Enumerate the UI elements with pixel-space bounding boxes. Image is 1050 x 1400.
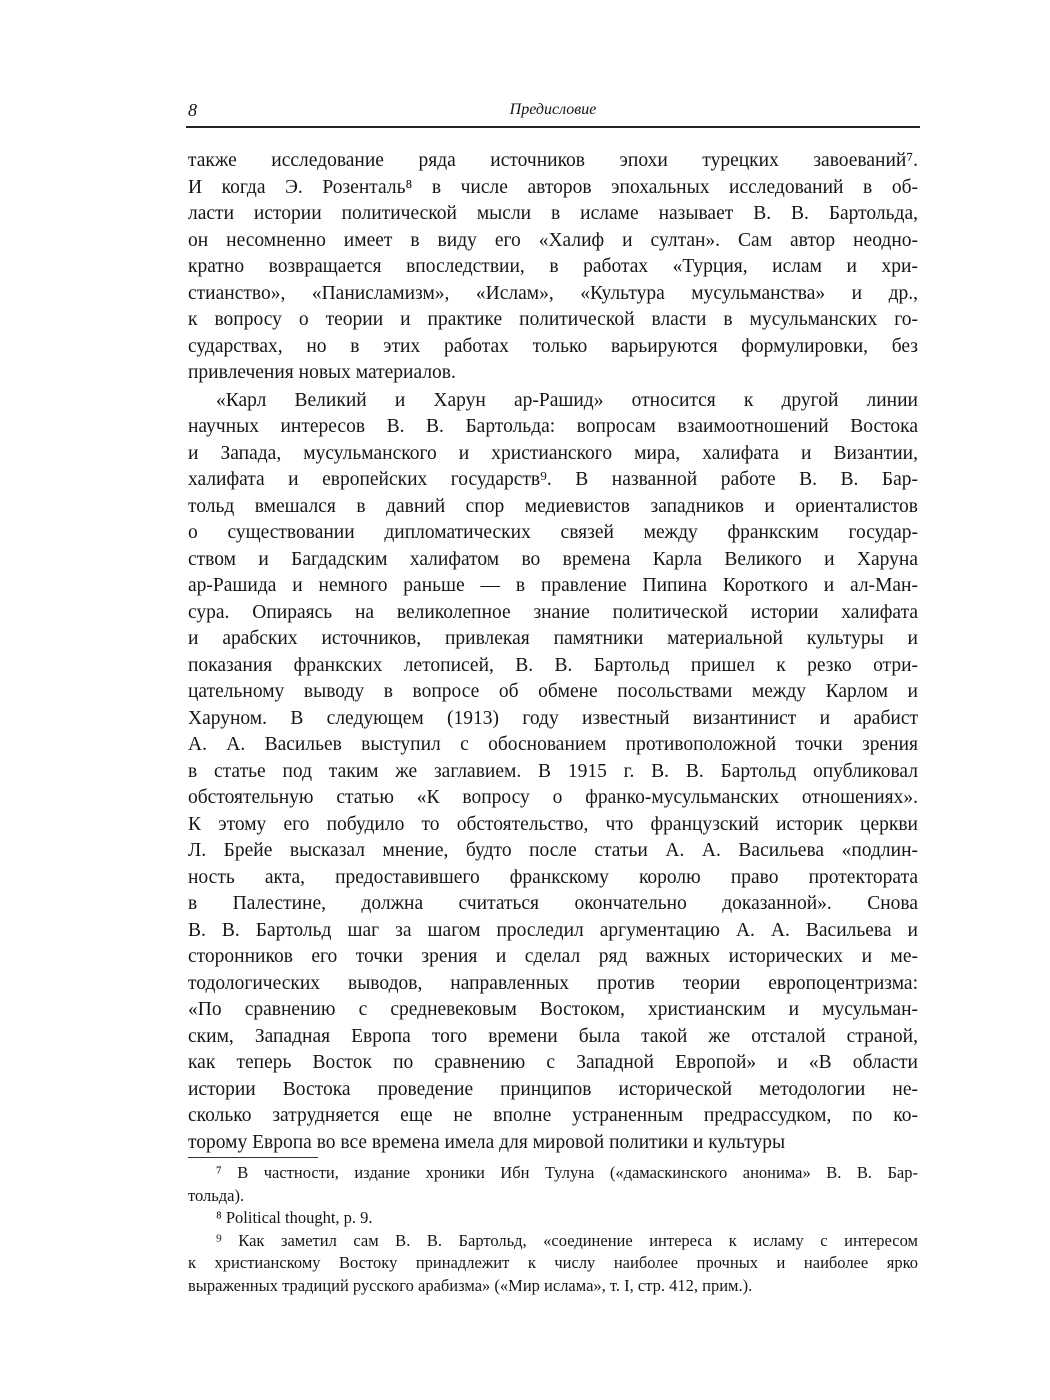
running-header bbox=[186, 100, 920, 128]
text-line: кратно возвращается впоследствии, в работах «Турция, ислам и хри- bbox=[188, 256, 918, 277]
paragraph bbox=[188, 388, 918, 1157]
text-line: сколько затрудняется еще не вполне устраненным предрассудком, по ко- bbox=[188, 1105, 918, 1126]
text-line: цательному выводу в вопросе об обмене посольствами между Карлом и bbox=[188, 681, 918, 702]
text-line: сударствах, но в этих работах только варьируются формулировки, без bbox=[188, 335, 918, 357]
text-line: стианство», «Панисламизм», «Ислам», «Культура мусульманства» и др., bbox=[188, 282, 918, 304]
footnote-line: ⁹ Как заметил сам В. В. Бартольд, «соединение интереса к исламу с интересом bbox=[216, 1230, 918, 1250]
text-line: «Карл Великий и Харун ар-Рашид» относится к другой линии bbox=[216, 389, 918, 411]
text-line: тольд вмешался в давний спор медиевистов западников и ориенталистов bbox=[188, 495, 918, 517]
text-line: в Палестине, должна считаться окончательно доказанной». Снова bbox=[188, 893, 918, 914]
text-line: И когда Э. Розенталь⁸ в числе авторов эпохальных исследований в об- bbox=[188, 176, 918, 198]
footnote-separator bbox=[188, 1157, 318, 1158]
text-line: А. А. Васильев выступил с обоснованием противоположной точки зрения bbox=[188, 734, 918, 755]
text-line: как теперь Восток по сравнению с Западной Европой» и «В области bbox=[188, 1052, 918, 1073]
text-line: Харуном. В следующем (1913) году известный византинист и арабист bbox=[188, 707, 918, 729]
text-line: тодологических выводов, направленных против теории европоцентризма: bbox=[188, 972, 918, 994]
footnote-line: тольда). bbox=[188, 1185, 245, 1205]
text-line: ность акта, предоставившего франкскому королю право протектората bbox=[188, 866, 918, 888]
footnote-line: к христианскому Востоку принадлежит к числу наиболее прочных и наиболее ярко bbox=[188, 1253, 918, 1272]
text-line: привлечения новых материалов. bbox=[188, 362, 456, 383]
text-line: ар-Рашида и немного раньше — в правление Пипина Короткого и ал-Ман- bbox=[188, 575, 918, 596]
text-line: показания франкских летописей, В. В. Бартольд пришел к резко отри- bbox=[188, 654, 918, 676]
text-line: торому Европа во все времена имела для мировой политики и культуры bbox=[188, 1131, 786, 1153]
text-line: обстоятельную статью «К вопросу о франко-мусульманских отношениях». bbox=[188, 787, 918, 808]
text-line: и Запада, мусульманского и христианского мира, халифата и Византии, bbox=[188, 442, 918, 464]
text-line: халифата и европейских государств⁹. В названной работе В. В. Бар- bbox=[188, 469, 918, 490]
text-line: о существовании дипломатических связей между франкским государ- bbox=[188, 522, 918, 543]
text-line: В. В. Бартольд шаг за шагом проследил аргументацию А. А. Васильева и bbox=[188, 919, 918, 941]
footnotes bbox=[188, 1162, 918, 1297]
footnote bbox=[188, 1162, 918, 1207]
text-line: он несомненно имеет в виду его «Халиф и султан». Сам автор неодно- bbox=[188, 229, 918, 251]
text-line: «По сравнению с средневековым Востоком, христианским и мусульман- bbox=[188, 999, 918, 1020]
text-line: К этому его побудило то обстоятельство, что французский историк церкви bbox=[188, 813, 918, 835]
footnote-line: ⁸ Political thought, p. 9. bbox=[216, 1208, 373, 1227]
footnote bbox=[188, 1207, 918, 1230]
footnote bbox=[188, 1230, 918, 1298]
text-line: и арабских источников, привлекая памятники материальной культуры и bbox=[188, 628, 918, 649]
text-line: к вопросу о теории и практике политической власти в мусульманских го- bbox=[188, 309, 918, 330]
text-line: в статье под таким же заглавием. В 1915 г. В. В. Бартольд опубликовал bbox=[188, 760, 918, 782]
text-line: истории Востока проведение принципов исторической методологии не- bbox=[188, 1078, 918, 1100]
text-line: научных интересов В. В. Бартольда: вопросам взаимоотношений Востока bbox=[188, 416, 918, 437]
text-line: ским, Западная Европа того времени была такой же отсталой страной, bbox=[188, 1025, 918, 1047]
page-number: 8 bbox=[188, 100, 197, 120]
text-line: Л. Брейе высказал мнение, будто после статьи А. А. Васильева «подлин- bbox=[188, 840, 918, 861]
main-text bbox=[188, 148, 918, 1156]
text-line: ласти истории политической мысли в исламе называет В. В. Бартольда, bbox=[188, 203, 918, 224]
running-title: Предисловие bbox=[509, 101, 597, 118]
footnote-line: ⁷ В частности, издание хроники Ибн Тулуна («дамаскинского анонима» В. В. Бар- bbox=[216, 1163, 918, 1182]
text-line: сура. Опираясь на великолепное знание политической истории халифата bbox=[188, 601, 918, 623]
paragraph bbox=[188, 148, 918, 387]
text-line: ством и Багдадским халифатом во времена Карла Великого и Харуна bbox=[188, 548, 918, 570]
footnote-line: выраженных традиций русского арабизма» («Мир ислама», т. I, стр. 412, прим.). bbox=[188, 1275, 753, 1295]
text-line: сторонников его точки зрения и сделал ряд важных исторических и ме- bbox=[188, 946, 918, 967]
text-line: также исследование ряда источников эпохи турецких завоеваний⁷. bbox=[188, 150, 918, 171]
